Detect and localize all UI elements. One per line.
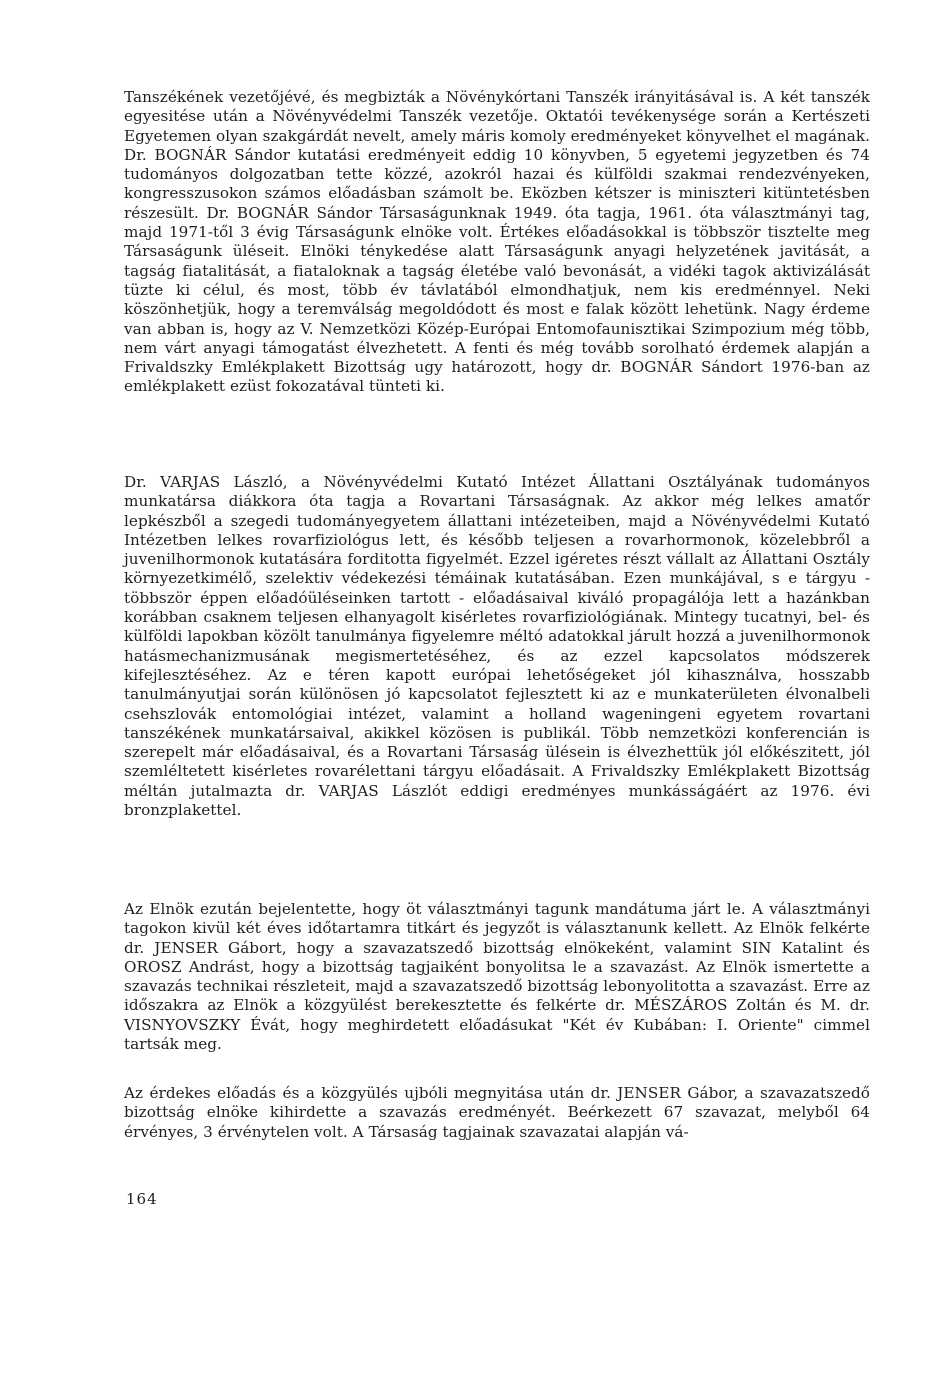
paragraph-varjas (124, 473, 870, 820)
paragraph-election (124, 900, 870, 1054)
paragraph-text: Az érdekes előadás és a közgyülés ujbóli megnyitása után dr. JENSER Gábor, a szavazatszedő bizottság elnöke kihirdette a szavazás eredményét. Beérkezett 67 szavazat, melyből 64 érvényes, 3 érvénytelen volt. A Társaság tagjainak szavazatai alapján vá- (124, 1084, 870, 1141)
paragraph-text: Dr. VARJAS László, a Növényvédelmi Kutató Intézet Állattani Osztályának tudományos munkatársa diákkora óta tagja a Rovartani Társaságnak. Az akkor még lelkes amatőr lepkészből a szegedi tudományegyetem állattani intézeteiben, majd a Növényvédelmi Kutató Intézetben lelkes rovarfiziológus lett, és később teljesen a rovarhormonok, közelebbről a juvenilhormonok kutatására forditotta figyelmét. Ezzel igéretes részt vállalt az Állattani Osztály környezetkimélő, szelektiv védekezési témáinak kutatásában. Ezen munkájával, s e tárgyu - többször éppen előadóüléseinken tartott - előadásaival kiváló propagálója lett a hazánkban korábban csaknem teljesen elhanyagolt kisérletes rovarfiziológiának. Mintegy tucatnyi, bel- és külföldi lapokban közölt tanulmánya figyelemre méltó adatokkal járult hozzá a juvenilhormonok hatásmechanizmusának megismertetéséhez, és az ezzel kapcsolatos módszerek kifejlesztéséhez. Az e téren kapott európai lehetőségeket jól kihasználva, hosszabb tanulmányutjai során különösen jó kapcsolatot fejlesztett ki az e munkaterületen élvonalbeli csehszlovák entomológiai intézet, valamint a holland wageningeni egyetem rovartani tanszékének munkatársaival, akikkel közösen is publikál. Több nemzetközi konferencián is szerepelt már előadásaival, és a Rovartani Társaság ülésein is élvezhettük jól előkészitett, jól szemléltetett kisérletes rovarélettani tárgyu előadásait. A Frivaldszky Emlékplakett Bizottság méltán jutalmazta dr. VARJAS Lászlót eddigi eredményes munkásságáért az 1976. évi bronzplakettel. (124, 473, 870, 820)
paragraph-bognar (124, 88, 870, 397)
paragraph-text: Tanszékének vezetőjévé, és megbizták a Növénykórtani Tanszék irányitásával is. A két tanszék egyesitése után a Növényvédelmi Tanszék vezetője. Oktatói tevékenysége során a Kertészeti Egyetemen olyan szakgárdát nevelt, amely máris komoly eredményeket könyvelhet el magának. Dr. BOGNÁR Sándor kutatási eredményeit eddig 10 könyvben, 5 egyetemi jegyzetben és 74 tudományos dolgozatban tette közzé, azokról hazai és külföldi szakmai rendezvényeken, kongresszusokon számos előadásban számolt be. Eközben kétszer is miniszteri kitüntetésben részesült. Dr. BOGNÁR Sándor Társaságunknak 1949. óta tagja, 1961. óta választmányi tag, majd 1971-től 3 évig Társaságunk elnöke volt. Értékes előadásokkal is többször tisztelte meg Társaságunk üléseit. Elnöki ténykedése alatt Társaságunk anyagi helyzetének javitását, a tagság fiatalitását, a fiataloknak a tagság életébe való bevonását, a vidéki tagok aktivizálását tüzte ki célul, és most, több év távlatából elmondhatjuk, nem kis eredménnyel. Neki köszönhetjük, hogy a teremválság megoldódott és most e falak között lehetünk. Nagy érdeme van abban is, hogy az V. Nemzetközi Közép-Európai Entomofaunisztikai Szimpozium még több, nem várt anyagi támogatást élvezhetett. A fenti és még tovább sorolható érdemek alapján a Frivaldszky Emlékplakett Bizottság ugy határozott, hogy dr. BOGNÁR Sándort 1976-ban az emlékplakett ezüst fokozatával tünteti ki. (124, 88, 870, 396)
page-number: 164 (126, 1190, 158, 1208)
paragraph-text: Az Elnök ezután bejelentette, hogy öt választmányi tagunk mandátuma járt le. A választmányi tagokon kivül két éves időtartamra titkárt és jegyzőt is választanunk kellett. Az Elnök felkérte dr. JENSER Gábort, hogy a szavazatszedő bizottság elnökeként, valamint SIN Katalint és OROSZ Andrást, hogy a bizottság tagjaiként bonyolitsa le a szavazást. Az Elnök ismertette a szavazás technikai részleteit, majd a szavazatszedő bizottság lebonyolitotta a szavazást. Erre az időszakra az Elnök a közgyülést berekesztette és felkérte dr. MÉSZÁROS Zoltán és M. dr. VISNYOVSZKY Évát, hogy meghirdetett előadásukat "Két év Kubában: I. Oriente" cimmel tartsák meg. (124, 900, 870, 1054)
paragraph-results (124, 1084, 870, 1142)
